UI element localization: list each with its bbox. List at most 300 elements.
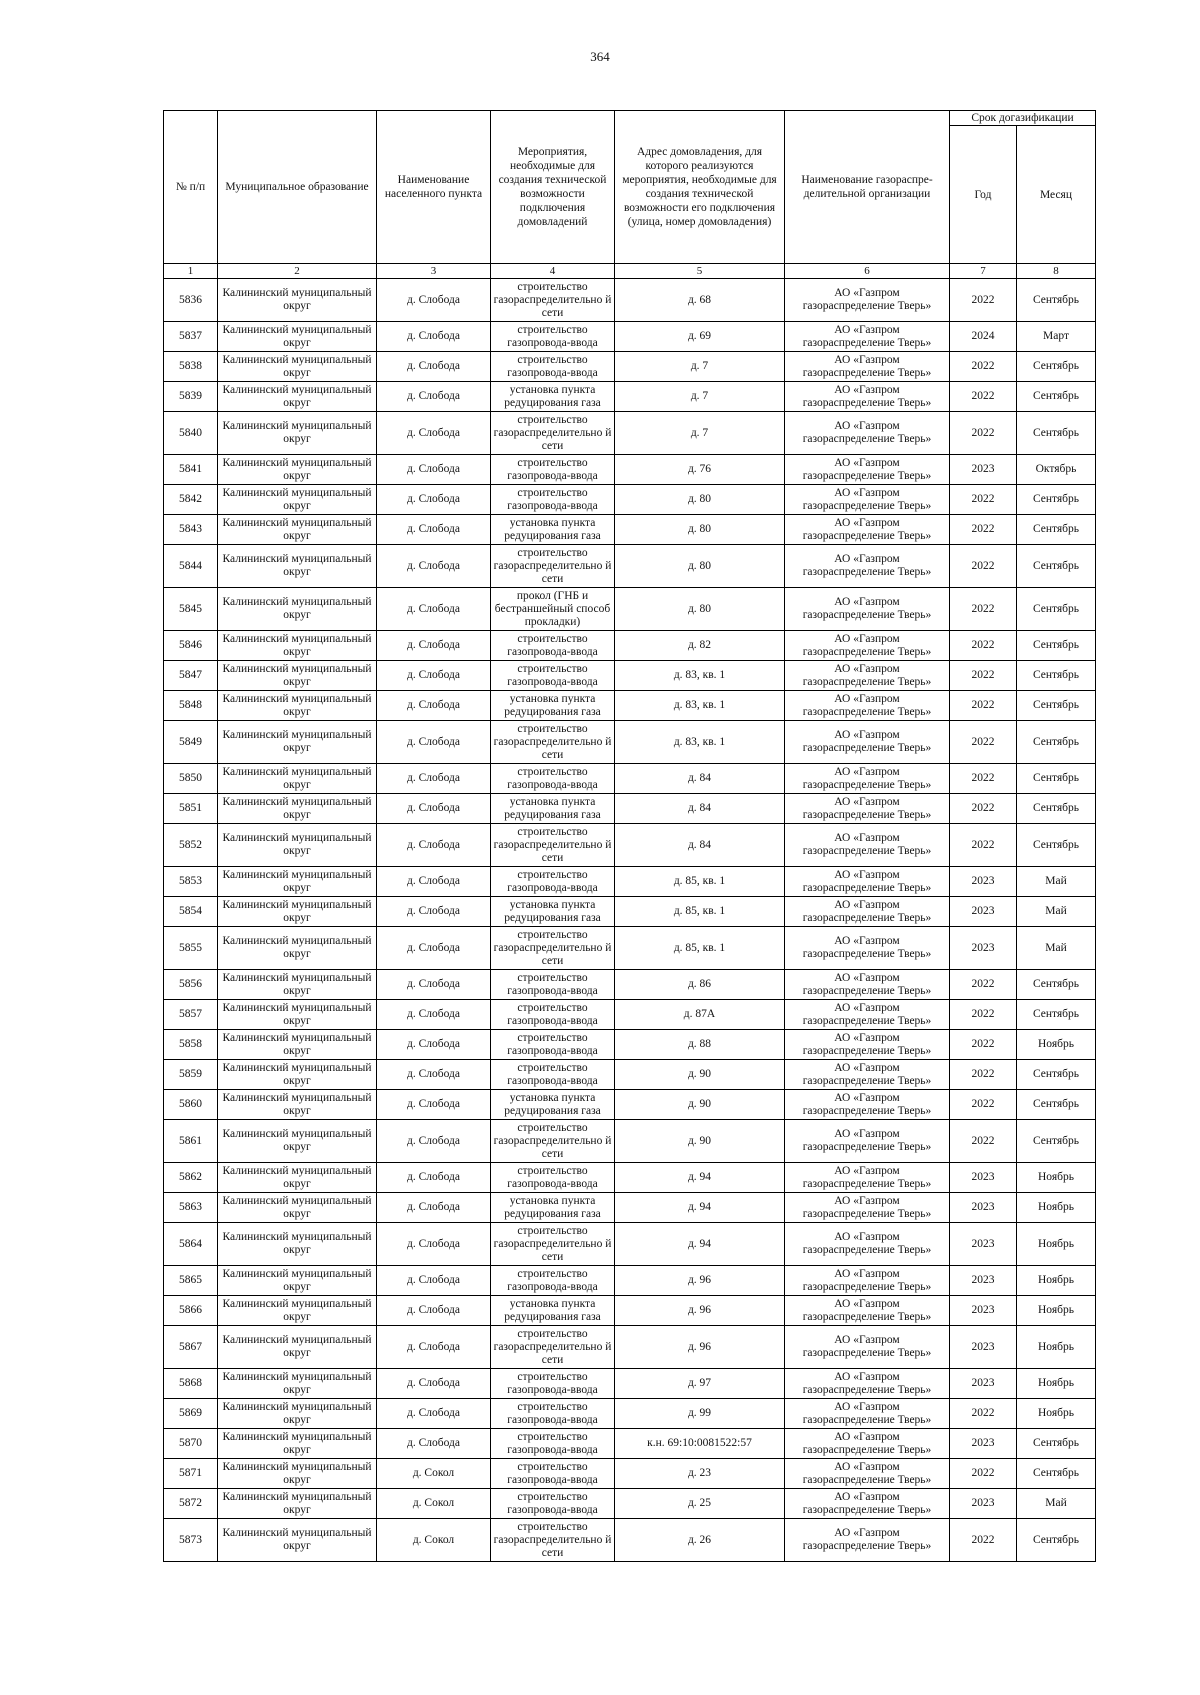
measure-cell: строительство газораспределительно й сети: [491, 1519, 615, 1562]
settlement-cell: д. Слобода: [377, 1030, 491, 1060]
col-number: 3: [377, 264, 491, 279]
col-number: 5: [615, 264, 785, 279]
month-cell: Ноябрь: [1017, 1193, 1096, 1223]
header-municipality: Муниципальное образование: [218, 111, 377, 264]
year-cell: 2022: [950, 1060, 1017, 1090]
org-cell: АО «Газпром газораспределение Тверь»: [785, 588, 950, 631]
municipality-cell: Калининский муниципальный округ: [218, 455, 377, 485]
row-number: 5858: [164, 1030, 218, 1060]
table-row: [164, 1090, 1096, 1120]
month-cell: Май: [1017, 927, 1096, 970]
settlement-cell: д. Слобода: [377, 897, 491, 927]
year-cell: 2022: [950, 545, 1017, 588]
month-cell: Ноябрь: [1017, 1163, 1096, 1193]
address-cell: д. 90: [615, 1090, 785, 1120]
municipality-cell: Калининский муниципальный округ: [218, 1459, 377, 1489]
month-cell: Сентябрь: [1017, 764, 1096, 794]
address-cell: д. 82: [615, 631, 785, 661]
settlement-cell: д. Слобода: [377, 867, 491, 897]
settlement-cell: д. Слобода: [377, 794, 491, 824]
year-cell: 2022: [950, 1000, 1017, 1030]
municipality-cell: Калининский муниципальный округ: [218, 1193, 377, 1223]
org-cell: АО «Газпром газораспределение Тверь»: [785, 1060, 950, 1090]
header-settlement: Наименование населенного пункта: [377, 111, 491, 264]
org-cell: АО «Газпром газораспределение Тверь»: [785, 279, 950, 322]
month-cell: Сентябрь: [1017, 352, 1096, 382]
measure-cell: установка пункта редуцирования газа: [491, 691, 615, 721]
row-number: 5859: [164, 1060, 218, 1090]
org-cell: АО «Газпром газораспределение Тверь»: [785, 764, 950, 794]
municipality-cell: Калининский муниципальный округ: [218, 867, 377, 897]
row-number: 5860: [164, 1090, 218, 1120]
address-cell: д. 96: [615, 1266, 785, 1296]
gasification-table: [163, 110, 1096, 1562]
header-term: Срок догазификации: [950, 111, 1096, 126]
col-number: 1: [164, 264, 218, 279]
measure-cell: строительство газораспределительно й сети: [491, 721, 615, 764]
row-number: 5871: [164, 1459, 218, 1489]
row-number: 5855: [164, 927, 218, 970]
year-cell: 2023: [950, 927, 1017, 970]
year-cell: 2022: [950, 970, 1017, 1000]
table-row: [164, 1120, 1096, 1163]
table-row: [164, 322, 1096, 352]
address-cell: д. 85, кв. 1: [615, 867, 785, 897]
address-cell: д. 85, кв. 1: [615, 897, 785, 927]
row-number: 5866: [164, 1296, 218, 1326]
year-cell: 2022: [950, 382, 1017, 412]
org-cell: АО «Газпром газораспределение Тверь»: [785, 1326, 950, 1369]
address-cell: д. 88: [615, 1030, 785, 1060]
year-cell: 2023: [950, 1223, 1017, 1266]
header-month: Месяц: [1017, 126, 1096, 264]
table-row: [164, 661, 1096, 691]
org-cell: АО «Газпром газораспределение Тверь»: [785, 412, 950, 455]
org-cell: АО «Газпром газораспределение Тверь»: [785, 794, 950, 824]
measure-cell: строительство газопровода-ввода: [491, 631, 615, 661]
org-cell: АО «Газпром газораспределение Тверь»: [785, 1223, 950, 1266]
row-number: 5848: [164, 691, 218, 721]
table-row: [164, 1399, 1096, 1429]
address-cell: д. 80: [615, 515, 785, 545]
month-cell: Ноябрь: [1017, 1223, 1096, 1266]
measure-cell: установка пункта редуцирования газа: [491, 1090, 615, 1120]
municipality-cell: Калининский муниципальный округ: [218, 485, 377, 515]
org-cell: АО «Газпром газораспределение Тверь»: [785, 1193, 950, 1223]
org-cell: АО «Газпром газораспределение Тверь»: [785, 1163, 950, 1193]
municipality-cell: Калининский муниципальный округ: [218, 588, 377, 631]
address-cell: д. 84: [615, 764, 785, 794]
measure-cell: строительство газопровода-ввода: [491, 1030, 615, 1060]
org-cell: АО «Газпром газораспределение Тверь»: [785, 1266, 950, 1296]
org-cell: АО «Газпром газораспределение Тверь»: [785, 927, 950, 970]
municipality-cell: Калининский муниципальный округ: [218, 897, 377, 927]
year-cell: 2023: [950, 1489, 1017, 1519]
measure-cell: установка пункта редуцирования газа: [491, 382, 615, 412]
row-number: 5842: [164, 485, 218, 515]
municipality-cell: Калининский муниципальный округ: [218, 279, 377, 322]
year-cell: 2023: [950, 1369, 1017, 1399]
month-cell: Сентябрь: [1017, 721, 1096, 764]
month-cell: Сентябрь: [1017, 970, 1096, 1000]
year-cell: 2022: [950, 352, 1017, 382]
org-cell: АО «Газпром газораспределение Тверь»: [785, 1459, 950, 1489]
measure-cell: строительство газопровода-ввода: [491, 1399, 615, 1429]
settlement-cell: д. Слобода: [377, 1399, 491, 1429]
settlement-cell: д. Слобода: [377, 412, 491, 455]
address-cell: д. 76: [615, 455, 785, 485]
table-row: [164, 1030, 1096, 1060]
address-cell: д. 84: [615, 824, 785, 867]
measure-cell: строительство газопровода-ввода: [491, 867, 615, 897]
municipality-cell: Калининский муниципальный округ: [218, 1326, 377, 1369]
settlement-cell: д. Слобода: [377, 631, 491, 661]
table-row: [164, 588, 1096, 631]
settlement-cell: д. Слобода: [377, 1193, 491, 1223]
measure-cell: строительство газораспределительно й сети: [491, 412, 615, 455]
measure-cell: установка пункта редуцирования газа: [491, 515, 615, 545]
year-cell: 2022: [950, 661, 1017, 691]
month-cell: Сентябрь: [1017, 382, 1096, 412]
row-number: 5853: [164, 867, 218, 897]
month-cell: Март: [1017, 322, 1096, 352]
year-cell: 2023: [950, 1193, 1017, 1223]
org-cell: АО «Газпром газораспределение Тверь»: [785, 1489, 950, 1519]
month-cell: Сентябрь: [1017, 1459, 1096, 1489]
table-row: [164, 352, 1096, 382]
org-cell: АО «Газпром газораспределение Тверь»: [785, 545, 950, 588]
header-num: № п/п: [164, 111, 218, 264]
month-cell: Ноябрь: [1017, 1399, 1096, 1429]
month-cell: Сентябрь: [1017, 412, 1096, 455]
address-cell: д. 7: [615, 382, 785, 412]
table-row: [164, 485, 1096, 515]
municipality-cell: Калининский муниципальный округ: [218, 1519, 377, 1562]
year-cell: 2023: [950, 455, 1017, 485]
row-number: 5851: [164, 794, 218, 824]
municipality-cell: Калининский муниципальный округ: [218, 545, 377, 588]
address-cell: д. 83, кв. 1: [615, 691, 785, 721]
month-cell: Сентябрь: [1017, 588, 1096, 631]
address-cell: д. 7: [615, 352, 785, 382]
settlement-cell: д. Слобода: [377, 322, 491, 352]
municipality-cell: Калининский муниципальный округ: [218, 382, 377, 412]
org-cell: АО «Газпром газораспределение Тверь»: [785, 1519, 950, 1562]
measure-cell: установка пункта редуцирования газа: [491, 897, 615, 927]
year-cell: 2022: [950, 631, 1017, 661]
address-cell: д. 85, кв. 1: [615, 927, 785, 970]
row-number: 5862: [164, 1163, 218, 1193]
month-cell: Сентябрь: [1017, 1429, 1096, 1459]
settlement-cell: д. Слобода: [377, 824, 491, 867]
row-number: 5869: [164, 1399, 218, 1429]
org-cell: АО «Газпром газораспределение Тверь»: [785, 661, 950, 691]
address-cell: д. 97: [615, 1369, 785, 1399]
table-row: [164, 1060, 1096, 1090]
table-row: [164, 824, 1096, 867]
table-row: [164, 1489, 1096, 1519]
row-number: 5838: [164, 352, 218, 382]
page-number: 364: [590, 49, 610, 64]
org-cell: АО «Газпром газораспределение Тверь»: [785, 1030, 950, 1060]
municipality-cell: Калининский муниципальный округ: [218, 1163, 377, 1193]
table-row: [164, 1326, 1096, 1369]
municipality-cell: Калининский муниципальный округ: [218, 794, 377, 824]
year-cell: 2023: [950, 1429, 1017, 1459]
month-cell: Сентябрь: [1017, 794, 1096, 824]
measure-cell: строительство газопровода-ввода: [491, 322, 615, 352]
month-cell: Май: [1017, 1489, 1096, 1519]
municipality-cell: Калининский муниципальный округ: [218, 1120, 377, 1163]
year-cell: 2023: [950, 897, 1017, 927]
row-number: 5849: [164, 721, 218, 764]
address-cell: д. 83, кв. 1: [615, 721, 785, 764]
year-cell: 2022: [950, 1090, 1017, 1120]
settlement-cell: д. Слобода: [377, 1369, 491, 1399]
municipality-cell: Калининский муниципальный округ: [218, 1369, 377, 1399]
row-number: 5872: [164, 1489, 218, 1519]
measure-cell: строительство газопровода-ввода: [491, 661, 615, 691]
measure-cell: строительство газопровода-ввода: [491, 455, 615, 485]
org-cell: АО «Газпром газораспределение Тверь»: [785, 1000, 950, 1030]
month-cell: Май: [1017, 897, 1096, 927]
address-cell: д. 94: [615, 1193, 785, 1223]
org-cell: АО «Газпром газораспределение Тверь»: [785, 515, 950, 545]
address-cell: д. 90: [615, 1060, 785, 1090]
table-row: [164, 1163, 1096, 1193]
settlement-cell: д. Слобода: [377, 588, 491, 631]
row-number: 5861: [164, 1120, 218, 1163]
org-cell: АО «Газпром газораспределение Тверь»: [785, 1120, 950, 1163]
year-cell: 2023: [950, 1163, 1017, 1193]
settlement-cell: д. Слобода: [377, 1060, 491, 1090]
address-cell: д. 68: [615, 279, 785, 322]
row-number: 5863: [164, 1193, 218, 1223]
table-row: [164, 1266, 1096, 1296]
settlement-cell: д. Слобода: [377, 970, 491, 1000]
address-cell: д. 25: [615, 1489, 785, 1519]
col-number: 7: [950, 264, 1017, 279]
municipality-cell: Калининский муниципальный округ: [218, 352, 377, 382]
table-row: [164, 1519, 1096, 1562]
address-cell: д. 86: [615, 970, 785, 1000]
year-cell: 2022: [950, 1399, 1017, 1429]
month-cell: Сентябрь: [1017, 485, 1096, 515]
settlement-cell: д. Слобода: [377, 545, 491, 588]
row-number: 5857: [164, 1000, 218, 1030]
address-cell: д. 23: [615, 1459, 785, 1489]
settlement-cell: д. Слобода: [377, 1266, 491, 1296]
org-cell: АО «Газпром газораспределение Тверь»: [785, 1296, 950, 1326]
address-cell: д. 84: [615, 794, 785, 824]
org-cell: АО «Газпром газораспределение Тверь»: [785, 455, 950, 485]
municipality-cell: Калининский муниципальный округ: [218, 1399, 377, 1429]
row-number: 5873: [164, 1519, 218, 1562]
month-cell: Сентябрь: [1017, 1120, 1096, 1163]
table-row: [164, 867, 1096, 897]
measure-cell: строительство газопровода-ввода: [491, 1369, 615, 1399]
table-row: [164, 279, 1096, 322]
settlement-cell: д. Слобода: [377, 1326, 491, 1369]
month-cell: Ноябрь: [1017, 1030, 1096, 1060]
row-number: 5856: [164, 970, 218, 1000]
year-cell: 2022: [950, 412, 1017, 455]
settlement-cell: д. Слобода: [377, 515, 491, 545]
year-cell: 2022: [950, 1030, 1017, 1060]
settlement-cell: д. Слобода: [377, 279, 491, 322]
row-number: 5867: [164, 1326, 218, 1369]
measure-cell: строительство газопровода-ввода: [491, 1060, 615, 1090]
row-number: 5868: [164, 1369, 218, 1399]
table-row: [164, 1429, 1096, 1459]
table-row: [164, 721, 1096, 764]
table-row: [164, 691, 1096, 721]
municipality-cell: Калининский муниципальный округ: [218, 691, 377, 721]
municipality-cell: Калининский муниципальный округ: [218, 1296, 377, 1326]
org-cell: АО «Газпром газораспределение Тверь»: [785, 1429, 950, 1459]
header-org: Наименование газораспре-делительной организации: [785, 111, 950, 264]
municipality-cell: Калининский муниципальный округ: [218, 631, 377, 661]
municipality-cell: Калининский муниципальный округ: [218, 927, 377, 970]
settlement-cell: д. Слобода: [377, 1090, 491, 1120]
address-cell: д. 99: [615, 1399, 785, 1429]
row-number: 5864: [164, 1223, 218, 1266]
year-cell: 2022: [950, 824, 1017, 867]
org-cell: АО «Газпром газораспределение Тверь»: [785, 1369, 950, 1399]
measure-cell: установка пункта редуцирования газа: [491, 794, 615, 824]
month-cell: Сентябрь: [1017, 631, 1096, 661]
month-cell: Сентябрь: [1017, 1090, 1096, 1120]
municipality-cell: Калининский муниципальный округ: [218, 764, 377, 794]
municipality-cell: Калининский муниципальный округ: [218, 1060, 377, 1090]
measure-cell: строительство газораспределительно й сети: [491, 1120, 615, 1163]
table-row: [164, 1000, 1096, 1030]
table-row: [164, 927, 1096, 970]
address-cell: д. 94: [615, 1223, 785, 1266]
table-row: [164, 545, 1096, 588]
measure-cell: строительство газопровода-ввода: [491, 352, 615, 382]
settlement-cell: д. Слобода: [377, 455, 491, 485]
org-cell: АО «Газпром газораспределение Тверь»: [785, 867, 950, 897]
measure-cell: строительство газопровода-ввода: [491, 1429, 615, 1459]
year-cell: 2022: [950, 1459, 1017, 1489]
header-address: Адрес домовладения, для которого реализуются мероприятия, необходимые для создания технической возможности его подключения (улица, номер домовладения): [615, 111, 785, 264]
row-number: 5840: [164, 412, 218, 455]
year-cell: 2023: [950, 1326, 1017, 1369]
table-row: [164, 1459, 1096, 1489]
year-cell: 2022: [950, 1519, 1017, 1562]
settlement-cell: д. Слобода: [377, 485, 491, 515]
month-cell: Сентябрь: [1017, 824, 1096, 867]
address-cell: д. 80: [615, 545, 785, 588]
year-cell: 2022: [950, 1120, 1017, 1163]
row-number: 5845: [164, 588, 218, 631]
municipality-cell: Калининский муниципальный округ: [218, 515, 377, 545]
address-cell: к.н. 69:10:0081522:57: [615, 1429, 785, 1459]
row-number: 5841: [164, 455, 218, 485]
settlement-cell: д. Слобода: [377, 352, 491, 382]
year-cell: 2022: [950, 691, 1017, 721]
year-cell: 2022: [950, 764, 1017, 794]
address-cell: д. 94: [615, 1163, 785, 1193]
year-cell: 2022: [950, 279, 1017, 322]
table-row: [164, 515, 1096, 545]
org-cell: АО «Газпром газораспределение Тверь»: [785, 691, 950, 721]
address-cell: д. 83, кв. 1: [615, 661, 785, 691]
month-cell: Сентябрь: [1017, 1000, 1096, 1030]
year-cell: 2022: [950, 485, 1017, 515]
row-number: 5865: [164, 1266, 218, 1296]
address-cell: д. 96: [615, 1326, 785, 1369]
year-cell: 2024: [950, 322, 1017, 352]
address-cell: д. 87А: [615, 1000, 785, 1030]
settlement-cell: д. Слобода: [377, 382, 491, 412]
column-number-row: [164, 264, 1096, 279]
municipality-cell: Калининский муниципальный округ: [218, 322, 377, 352]
settlement-cell: д. Слобода: [377, 1223, 491, 1266]
org-cell: АО «Газпром газораспределение Тверь»: [785, 485, 950, 515]
municipality-cell: Калининский муниципальный округ: [218, 412, 377, 455]
row-number: 5837: [164, 322, 218, 352]
header-year: Год: [950, 126, 1017, 264]
municipality-cell: Калининский муниципальный округ: [218, 1429, 377, 1459]
municipality-cell: Калининский муниципальный округ: [218, 824, 377, 867]
month-cell: Ноябрь: [1017, 1296, 1096, 1326]
municipality-cell: Калининский муниципальный округ: [218, 1223, 377, 1266]
municipality-cell: Калининский муниципальный округ: [218, 1090, 377, 1120]
measure-cell: строительство газопровода-ввода: [491, 970, 615, 1000]
table-header: [164, 111, 1096, 279]
org-cell: АО «Газпром газораспределение Тверь»: [785, 382, 950, 412]
month-cell: Сентябрь: [1017, 1060, 1096, 1090]
address-cell: д. 69: [615, 322, 785, 352]
measure-cell: строительство газопровода-ввода: [491, 1000, 615, 1030]
address-cell: д. 26: [615, 1519, 785, 1562]
address-cell: д. 96: [615, 1296, 785, 1326]
settlement-cell: д. Слобода: [377, 1296, 491, 1326]
month-cell: Сентябрь: [1017, 545, 1096, 588]
settlement-cell: д. Слобода: [377, 1120, 491, 1163]
measure-cell: строительство газопровода-ввода: [491, 1163, 615, 1193]
col-number: 2: [218, 264, 377, 279]
settlement-cell: д. Сокол: [377, 1519, 491, 1562]
municipality-cell: Калининский муниципальный округ: [218, 1489, 377, 1519]
table-row: [164, 970, 1096, 1000]
settlement-cell: д. Слобода: [377, 927, 491, 970]
address-cell: д. 80: [615, 485, 785, 515]
row-number: 5852: [164, 824, 218, 867]
settlement-cell: д. Слобода: [377, 691, 491, 721]
municipality-cell: Калининский муниципальный округ: [218, 721, 377, 764]
measure-cell: строительство газораспределительно й сети: [491, 279, 615, 322]
org-cell: АО «Газпром газораспределение Тверь»: [785, 897, 950, 927]
row-number: 5870: [164, 1429, 218, 1459]
row-number: 5854: [164, 897, 218, 927]
measure-cell: строительство газораспределительно й сети: [491, 927, 615, 970]
measure-cell: строительство газопровода-ввода: [491, 485, 615, 515]
org-cell: АО «Газпром газораспределение Тверь»: [785, 1090, 950, 1120]
settlement-cell: д. Слобода: [377, 1163, 491, 1193]
table-body: [164, 279, 1096, 1562]
row-number: 5843: [164, 515, 218, 545]
measure-cell: строительство газораспределительно й сети: [491, 545, 615, 588]
year-cell: 2022: [950, 721, 1017, 764]
settlement-cell: д. Слобода: [377, 661, 491, 691]
address-cell: д. 7: [615, 412, 785, 455]
row-number: 5850: [164, 764, 218, 794]
measure-cell: строительство газопровода-ввода: [491, 1489, 615, 1519]
measure-cell: строительство газопровода-ввода: [491, 1266, 615, 1296]
